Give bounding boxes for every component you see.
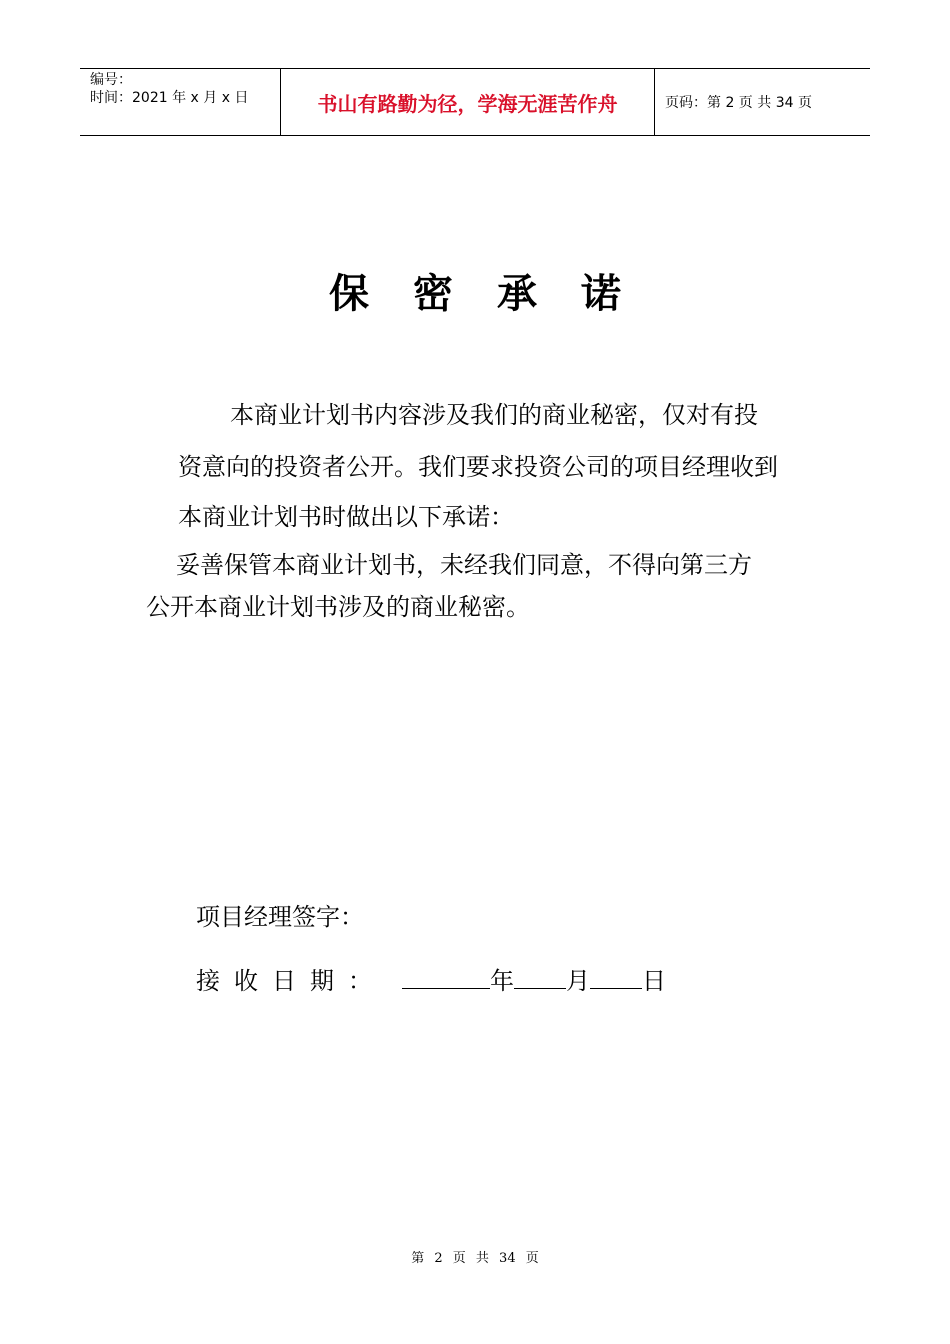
month-blank[interactable] [514,966,566,989]
page-footer: 第 2 页 共 34 页 [411,1251,539,1266]
body-line-1: 本商业计划书内容涉及我们的商业秘密，仅对有投 [230,401,758,429]
year-blank[interactable] [402,966,490,989]
body-line-5: 公开本商业计划书涉及的商业秘密。 [146,593,530,621]
header-number-label: 编号： [90,72,132,88]
header-motto: 书山有路勤为径，学海无涯苦作舟 [281,69,655,135]
header-meta [80,69,281,135]
body-line-2: 资意向的投资者公开。我们要求投资公司的项目经理收到 [178,453,778,481]
day-unit: 日 [642,967,666,995]
month-unit: 月 [566,967,590,995]
day-blank[interactable] [590,966,642,989]
document-title: 保密承诺 [329,270,665,317]
receive-date-line [196,966,666,996]
signature-label: 项目经理签字： [196,903,364,931]
body-line-3: 本商业计划书时做出以下承诺： [178,503,514,531]
year-unit: 年 [490,967,514,995]
page-header [80,68,870,136]
header-time-label: 时间：2021 年 x 月 x 日 [90,90,249,106]
receive-date-label: 接收日期： [196,967,386,995]
body-line-4: 妥善保管本商业计划书，未经我们同意，不得向第三方 [176,551,752,579]
header-page-info: 页码：第 2 页 共 34 页 [665,95,812,111]
